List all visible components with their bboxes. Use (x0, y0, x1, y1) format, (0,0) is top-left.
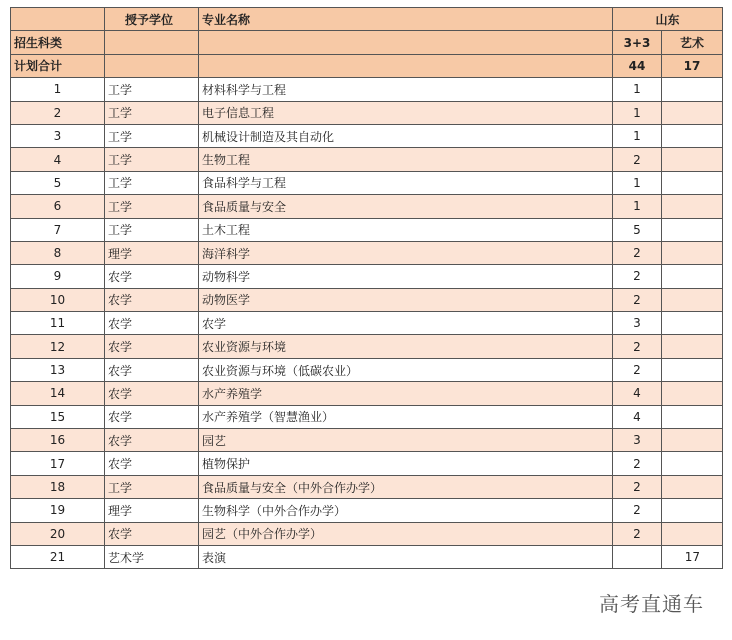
major-cell: 电子信息工程 (199, 101, 613, 124)
row-number: 8 (11, 241, 105, 264)
category-major-blank (199, 31, 613, 54)
degree-cell: 理学 (105, 241, 199, 264)
table-row (11, 78, 723, 101)
degree-cell: 工学 (105, 101, 199, 124)
major-cell: 农学 (199, 312, 613, 335)
table-row (11, 124, 723, 147)
table-row (11, 475, 723, 498)
major-cell: 食品质量与安全 (199, 195, 613, 218)
row-number: 14 (11, 382, 105, 405)
major-cell: 机械设计制造及其自动化 (199, 124, 613, 147)
count-a-cell: 1 (613, 171, 662, 194)
degree-cell: 工学 (105, 475, 199, 498)
watermark: 高考直通车 (599, 592, 704, 616)
count-a-cell: 2 (613, 475, 662, 498)
degree-cell: 农学 (105, 288, 199, 311)
table-row (11, 195, 723, 218)
row-number: 4 (11, 148, 105, 171)
row-number: 12 (11, 335, 105, 358)
count-b-cell (662, 499, 723, 522)
category-degree-blank (105, 31, 199, 54)
major-cell: 食品质量与安全（中外合作办学） (199, 475, 613, 498)
count-b-cell (662, 124, 723, 147)
count-a-cell: 5 (613, 218, 662, 241)
major-cell: 生物科学（中外合作办学） (199, 499, 613, 522)
count-b-cell (662, 241, 723, 264)
count-b-cell (662, 382, 723, 405)
count-b-cell (662, 429, 723, 452)
major-cell: 材料科学与工程 (199, 78, 613, 101)
count-a-cell: 2 (613, 335, 662, 358)
category-label: 招生科类 (11, 31, 105, 54)
count-a-cell: 1 (613, 78, 662, 101)
type-b-header: 艺术 (662, 31, 723, 54)
row-number: 2 (11, 101, 105, 124)
degree-cell: 艺术学 (105, 545, 199, 568)
row-number: 9 (11, 265, 105, 288)
row-number: 5 (11, 171, 105, 194)
count-b-cell (662, 475, 723, 498)
total-major-blank (199, 54, 613, 77)
header-blank-cell (11, 8, 105, 31)
row-number: 21 (11, 545, 105, 568)
degree-cell: 理学 (105, 499, 199, 522)
count-a-cell: 2 (613, 522, 662, 545)
count-a-cell: 4 (613, 382, 662, 405)
major-cell: 农业资源与环境 (199, 335, 613, 358)
count-a-cell: 3 (613, 312, 662, 335)
degree-cell: 工学 (105, 195, 199, 218)
row-number: 13 (11, 358, 105, 381)
enrollment-plan-table (10, 7, 723, 569)
count-a-cell: 2 (613, 241, 662, 264)
degree-cell: 农学 (105, 382, 199, 405)
major-cell: 动物科学 (199, 265, 613, 288)
table-row (11, 452, 723, 475)
degree-cell: 农学 (105, 265, 199, 288)
count-b-cell (662, 78, 723, 101)
degree-column-header: 授予学位 (105, 8, 199, 31)
major-cell: 动物医学 (199, 288, 613, 311)
count-b-cell (662, 522, 723, 545)
table-row (11, 312, 723, 335)
table-row (11, 522, 723, 545)
table-row (11, 148, 723, 171)
row-number: 19 (11, 499, 105, 522)
degree-cell: 工学 (105, 124, 199, 147)
count-a-cell: 2 (613, 288, 662, 311)
degree-cell: 农学 (105, 429, 199, 452)
table-row (11, 241, 723, 264)
header-row-2 (11, 31, 723, 54)
major-cell: 水产养殖学 (199, 382, 613, 405)
row-number: 16 (11, 429, 105, 452)
count-a-cell: 1 (613, 101, 662, 124)
table-row (11, 499, 723, 522)
count-b-cell: 17 (662, 545, 723, 568)
count-b-cell (662, 218, 723, 241)
table-row (11, 288, 723, 311)
major-cell: 水产养殖学（智慧渔业） (199, 405, 613, 428)
total-a-value: 44 (613, 54, 662, 77)
count-b-cell (662, 171, 723, 194)
major-cell: 食品科学与工程 (199, 171, 613, 194)
degree-cell: 工学 (105, 218, 199, 241)
degree-cell: 农学 (105, 358, 199, 381)
header-row-1 (11, 8, 723, 31)
major-cell: 表演 (199, 545, 613, 568)
major-cell: 园艺（中外合作办学） (199, 522, 613, 545)
table-row (11, 405, 723, 428)
degree-cell: 农学 (105, 522, 199, 545)
row-number: 20 (11, 522, 105, 545)
major-cell: 植物保护 (199, 452, 613, 475)
row-number: 10 (11, 288, 105, 311)
count-b-cell (662, 265, 723, 288)
table-row (11, 429, 723, 452)
type-a-header: 3+3 (613, 31, 662, 54)
total-b-value: 17 (662, 54, 723, 77)
degree-cell: 农学 (105, 452, 199, 475)
count-a-cell: 2 (613, 452, 662, 475)
major-cell: 土木工程 (199, 218, 613, 241)
major-cell: 农业资源与环境（低碳农业） (199, 358, 613, 381)
count-b-cell (662, 335, 723, 358)
count-b-cell (662, 312, 723, 335)
count-a-cell: 2 (613, 499, 662, 522)
count-a-cell: 2 (613, 265, 662, 288)
count-a-cell: 1 (613, 195, 662, 218)
degree-cell: 工学 (105, 78, 199, 101)
count-b-cell (662, 288, 723, 311)
count-b-cell (662, 101, 723, 124)
table-row (11, 335, 723, 358)
total-label: 计划合计 (11, 54, 105, 77)
degree-cell: 工学 (105, 171, 199, 194)
row-number: 15 (11, 405, 105, 428)
count-b-cell (662, 148, 723, 171)
degree-cell: 农学 (105, 312, 199, 335)
degree-cell: 农学 (105, 335, 199, 358)
count-b-cell (662, 405, 723, 428)
count-a-cell: 2 (613, 358, 662, 381)
table-row (11, 171, 723, 194)
count-b-cell (662, 452, 723, 475)
province-header: 山东 (613, 8, 723, 31)
count-a-cell: 2 (613, 148, 662, 171)
count-b-cell (662, 195, 723, 218)
count-a-cell: 1 (613, 124, 662, 147)
major-column-header: 专业名称 (199, 8, 613, 31)
degree-cell: 农学 (105, 405, 199, 428)
table-row (11, 545, 723, 568)
row-number: 7 (11, 218, 105, 241)
row-number: 1 (11, 78, 105, 101)
major-cell: 园艺 (199, 429, 613, 452)
header-row-3 (11, 54, 723, 77)
major-cell: 海洋科学 (199, 241, 613, 264)
table-row (11, 358, 723, 381)
row-number: 17 (11, 452, 105, 475)
table-row (11, 265, 723, 288)
table-row (11, 382, 723, 405)
row-number: 11 (11, 312, 105, 335)
degree-cell: 工学 (105, 148, 199, 171)
row-number: 3 (11, 124, 105, 147)
major-cell: 生物工程 (199, 148, 613, 171)
count-b-cell (662, 358, 723, 381)
row-number: 6 (11, 195, 105, 218)
count-a-cell: 4 (613, 405, 662, 428)
table-row (11, 101, 723, 124)
row-number: 18 (11, 475, 105, 498)
table-row (11, 218, 723, 241)
count-a-cell (613, 545, 662, 568)
count-a-cell: 3 (613, 429, 662, 452)
total-degree-blank (105, 54, 199, 77)
